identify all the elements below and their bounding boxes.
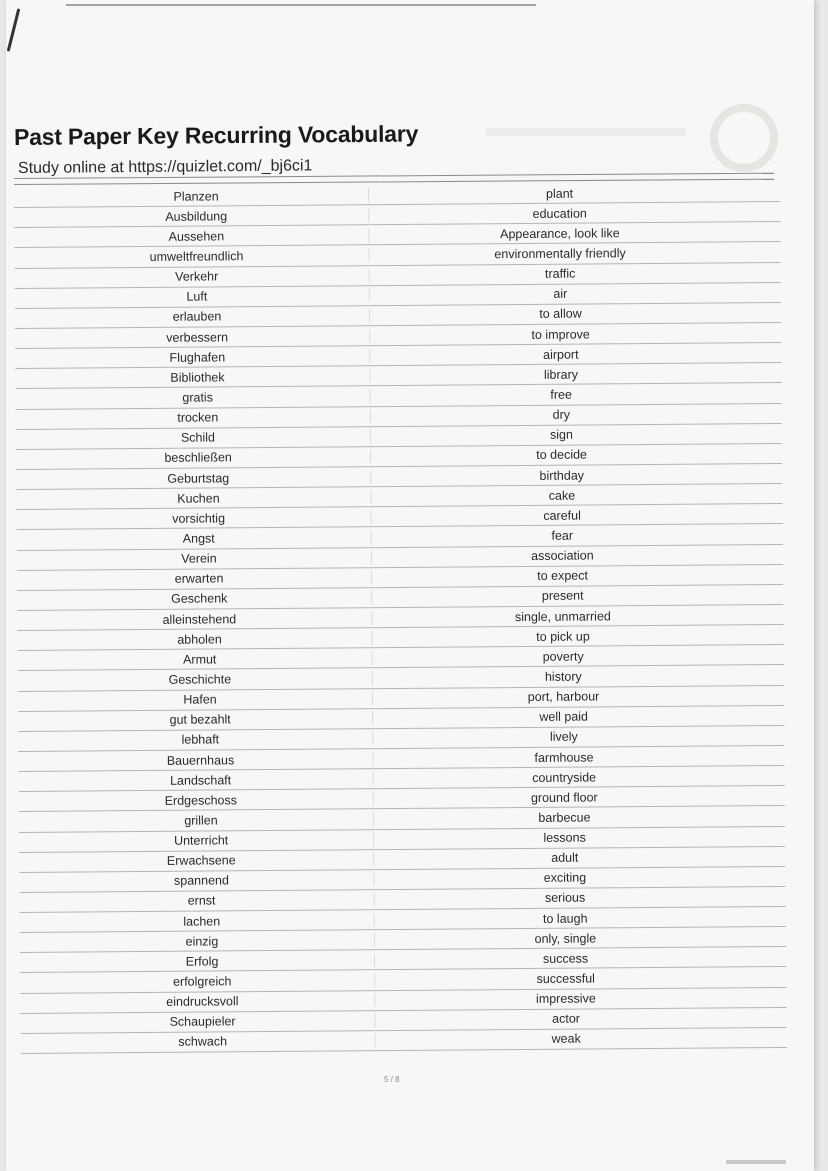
english-translation: association (531, 548, 594, 564)
english-translation: impressive (535, 991, 596, 1007)
english-translation: to allow (539, 306, 582, 322)
english-translation: free (550, 387, 572, 402)
page-subtitle: Study online at https://quizlet.com/_bj6ci1 (17, 157, 313, 177)
english-translation: air (553, 286, 568, 302)
german-term: Erfolg (185, 954, 219, 969)
scan-edge-mark (726, 1160, 786, 1164)
english-translation: plant (545, 186, 574, 201)
german-term: vorsichtig (172, 511, 226, 526)
german-term: Ausbildung (165, 209, 228, 224)
english-translation: port, harbour (527, 689, 600, 705)
german-term: spannend (173, 873, 229, 889)
german-term: ernst (187, 893, 216, 909)
english-translation: only, single (534, 931, 597, 946)
german-term: Geschichte (168, 672, 232, 687)
german-term: verbessern (166, 329, 229, 345)
german-term: beschließen (164, 450, 232, 466)
english-translation: to laugh (542, 911, 588, 926)
german-term: umweltfreundlich (149, 249, 244, 264)
english-translation: serious (544, 891, 586, 906)
page-number: 5 / 8 (384, 1075, 400, 1084)
german-term: Flughafen (169, 350, 226, 365)
german-term: lachen (183, 914, 221, 929)
german-term: Verein (181, 551, 217, 566)
german-term: schwach (178, 1034, 228, 1050)
german-term: Angst (182, 531, 215, 546)
english-translation: environmentally friendly (494, 246, 626, 262)
german-term: Landschaft (170, 772, 232, 788)
german-term: trocken (177, 410, 219, 425)
scan-edge-line (66, 4, 536, 6)
bleed-through-text (486, 128, 686, 136)
english-translation: history (544, 669, 582, 684)
english-translation: to decide (536, 447, 588, 463)
german-term: erwarten (174, 571, 224, 586)
english-translation: careful (543, 508, 581, 523)
german-term: Planzen (173, 188, 219, 204)
german-term: Geburtstag (167, 470, 230, 486)
english-translation: single, unmarried (514, 608, 611, 624)
english-translation: dry (552, 407, 571, 422)
vocabulary-table (14, 182, 787, 1054)
english-translation: to pick up (536, 629, 590, 644)
german-term: Erwachsene (166, 853, 236, 869)
german-term: Aussehen (168, 229, 225, 244)
english-translation: barbecue (538, 810, 591, 825)
english-translation: farmhouse (534, 749, 594, 765)
english-translation: countryside (532, 770, 597, 785)
english-translation: poverty (542, 649, 584, 664)
german-term: erlauben (172, 309, 222, 325)
german-term: Geschenk (171, 591, 228, 607)
english-translation: well paid (539, 709, 589, 725)
german-term: lebhaft (181, 732, 220, 748)
english-translation: ground floor (530, 790, 598, 805)
english-translation: success (542, 951, 589, 966)
english-translation: adult (551, 850, 579, 866)
german-term: Hafen (183, 692, 217, 707)
english-translation: exciting (543, 870, 587, 886)
english-translation: library (543, 367, 579, 382)
english-translation: to expect (537, 568, 588, 584)
german-term: Bibliothek (170, 370, 225, 385)
english-translation: weak (551, 1032, 581, 1047)
english-translation: airport (543, 347, 579, 362)
page-title: Past Paper Key Recurring Vocabulary (13, 120, 419, 150)
german-term: gut bezahlt (169, 712, 231, 728)
german-term: abholen (177, 632, 222, 647)
german-term: Schild (180, 430, 216, 445)
german-term: Luft (186, 289, 208, 304)
pen-mark (7, 8, 21, 51)
english-translation: lively (549, 729, 578, 745)
german-term: Kuchen (177, 491, 220, 506)
german-term: Armut (182, 652, 217, 667)
english-translation: birthday (539, 468, 585, 483)
german-term: Erdgeschoss (164, 793, 237, 808)
english-translation: to improve (531, 327, 590, 342)
english-translation: successful (536, 971, 595, 986)
document-page (6, 0, 814, 1171)
english-translation: traffic (544, 266, 576, 281)
german-term: Bauernhaus (166, 752, 235, 768)
german-term: eindrucksvoll (166, 994, 239, 1010)
english-translation: lessons (543, 830, 586, 845)
german-term: Schaupieler (169, 1014, 236, 1030)
english-translation: cake (548, 488, 576, 503)
german-term: gratis (182, 390, 213, 405)
english-translation: education (532, 206, 587, 221)
english-translation: actor (552, 1011, 580, 1027)
german-term: alleinstehend (162, 611, 237, 627)
german-term: erfolgreich (172, 974, 232, 989)
german-term: Verkehr (175, 269, 219, 284)
english-translation: Appearance, look like (500, 226, 620, 242)
bleed-through-logo (710, 104, 778, 172)
german-term: grillen (184, 813, 218, 828)
english-translation: present (541, 588, 584, 604)
german-term: einzig (185, 934, 219, 949)
german-term: Unterricht (173, 833, 229, 848)
english-translation: sign (549, 427, 573, 443)
english-translation: fear (551, 528, 574, 543)
